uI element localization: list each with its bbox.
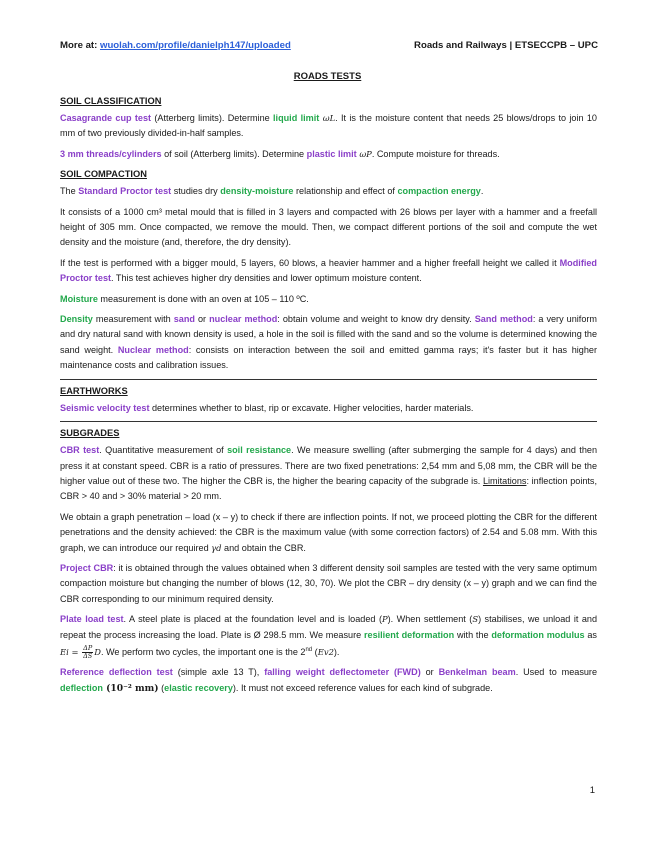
term-plate-load: Plate load test bbox=[60, 614, 124, 625]
term-fwd: falling weight deflectometer (FWD) bbox=[264, 667, 421, 678]
term-sand: sand bbox=[173, 314, 195, 325]
text: of soil (Atterberg limits). Determine bbox=[161, 148, 307, 159]
text: ) stabilises, we unload it and repeat the process increasing the load. Plate is Ø 298.5 mm. We measure bbox=[60, 614, 598, 640]
paragraph-cbr-test bbox=[60, 443, 597, 505]
equation-numerator: ΔP bbox=[83, 644, 93, 653]
paragraph-threads bbox=[60, 147, 597, 162]
symbol-settlement: S bbox=[472, 614, 479, 625]
paragraph-project-cbr bbox=[60, 561, 597, 607]
header-link[interactable]: wuolah.com/profile/danielph147/uploaded bbox=[99, 40, 291, 51]
equation-denominator: ΔS bbox=[83, 652, 93, 661]
paragraph-density bbox=[60, 312, 597, 374]
text: . Used to measure bbox=[515, 667, 598, 678]
term-reference-deflection: Reference deflection test bbox=[60, 667, 173, 678]
header-course: Roads and Railways | ETSECCPB – UPC bbox=[414, 40, 598, 51]
text: : inflection points, CBR > 40 and > 30% material > 20 mm. bbox=[60, 475, 598, 502]
text: : a very uniform and dry natural sand with known density is used, a hole in the soil is filled with the sand and so the volume is determined knowing the sand weight. bbox=[60, 314, 597, 355]
text: . It is the moisture content that needs 25 blows/drops to join 10 mm of two previously divided-in-half samples. bbox=[60, 113, 597, 139]
text: . We perform two cycles, the important one is the 2 bbox=[100, 647, 306, 657]
term-elastic-recovery: elastic recovery bbox=[164, 682, 233, 693]
term-project-cbr: Project CBR bbox=[60, 562, 114, 573]
paragraph-casagrande bbox=[60, 111, 597, 142]
text: The bbox=[60, 186, 79, 197]
text: . We measure swelling (after submerging the sample for 4 days) and then press it at constant speed. CBR is a ratio of pressures. There are two fixed penetrations: 2,54 mm and 5,08 mm, the CBR will be the higher value out of these two. The higher the CBR is, the higher the bearing capacity of the subgrade is. bbox=[60, 445, 598, 486]
header-source bbox=[60, 40, 291, 51]
equation-lhs: Ei = bbox=[60, 647, 82, 657]
text: We obtain a graph penetration – load (x – y) to check if there are inflection points. If not, we proceed plotting the CBR for the different penetrations and the density achieved: the CBR is the maximum value (with some correction factors) of 2.54 and 5.08 mm. With this graph, we can introduce our required bbox=[60, 511, 597, 553]
paragraph-seismic bbox=[60, 401, 597, 416]
text: . bbox=[480, 186, 484, 197]
equation-rhs: D bbox=[94, 647, 101, 657]
term-compaction-energy: compaction energy bbox=[397, 186, 481, 197]
section-heading-soil-classification: SOIL CLASSIFICATION bbox=[60, 96, 162, 106]
text: and obtain the CBR. bbox=[221, 542, 306, 553]
paragraph-plate-load bbox=[60, 612, 597, 660]
term-deformation-modulus: deformation modulus bbox=[491, 629, 585, 640]
term-plastic-limit: plastic limit bbox=[306, 148, 357, 159]
text: (simple axle 13 T), bbox=[172, 667, 265, 678]
text: studies dry bbox=[171, 186, 221, 197]
term-limitations: Limitations bbox=[482, 475, 527, 486]
term-casagrande: Casagrande cup test bbox=[60, 113, 152, 123]
paragraph-deflection bbox=[60, 665, 597, 696]
text: relationship and effect of bbox=[293, 186, 398, 197]
text: ). It must not exceed reference values for each kind of subgrade. bbox=[232, 682, 493, 693]
symbol-ev2: Ev2 bbox=[317, 647, 334, 657]
text: or bbox=[194, 314, 210, 325]
text: ( bbox=[312, 647, 318, 657]
text: ). bbox=[333, 647, 340, 657]
term-liquid-limit: liquid limit bbox=[273, 113, 320, 123]
term-threads: 3 mm threads/cylinders bbox=[60, 148, 162, 159]
text: : consists on interaction between the soil and emitted gamma rays; it's faster but it has higher maintenance costs and calibration issues. bbox=[60, 344, 597, 371]
text: : it is obtained through the values obtained when 3 different density soil samples are tested with the very same optimum compaction moisture but changing the number of blows (12, 30, 70). We plot the CBR – dry density (x – y) graph and we can find the CBR corresponding to our minimum required density. bbox=[60, 562, 597, 604]
symbol-liquid-limit: ωL bbox=[319, 113, 336, 123]
term-nuclear-method: nuclear method bbox=[209, 314, 278, 325]
text: . This test achieves higher dry densities and lower optimum moisture content. bbox=[111, 273, 422, 284]
symbol-plastic-limit: ωP bbox=[356, 148, 372, 159]
text: measurement with bbox=[92, 314, 174, 325]
section-heading-subgrades: SUBGRADES bbox=[60, 428, 120, 439]
text: ). When settlement ( bbox=[387, 614, 473, 625]
term-deflection: deflection bbox=[60, 682, 103, 693]
term-seismic-velocity: Seismic velocity test bbox=[60, 402, 150, 413]
deflection-unit: (10⁻² mm) bbox=[102, 682, 159, 694]
symbol-load: P bbox=[381, 614, 388, 625]
text: measurement is done with an oven at 105 – 110 ºC. bbox=[97, 293, 309, 304]
header-prefix: More at: bbox=[60, 40, 100, 51]
text: . A steel plate is placed at the foundation level and is loaded ( bbox=[123, 614, 382, 625]
term-density-moisture: density-moisture bbox=[220, 186, 294, 197]
section-divider bbox=[60, 421, 597, 422]
page-title: ROADS TESTS bbox=[293, 71, 362, 82]
document-body bbox=[60, 94, 597, 701]
ordinal-suffix: nd bbox=[305, 646, 313, 653]
text: with the bbox=[454, 629, 492, 640]
text: . Quantitative measurement of bbox=[99, 445, 228, 456]
paragraph-cbr-graph bbox=[60, 510, 597, 556]
text: as bbox=[584, 629, 597, 640]
text: ( bbox=[158, 682, 165, 693]
term-modified-proctor: Modified Proctor test bbox=[60, 257, 597, 284]
term-standard-proctor: Standard Proctor test bbox=[78, 186, 172, 197]
term-soil-resistance: soil resistance bbox=[227, 445, 292, 456]
text: (Atterberg limits). Determine bbox=[151, 113, 274, 123]
term-nuclear-method-2: Nuclear method bbox=[117, 344, 189, 355]
term-density: Density bbox=[60, 314, 93, 325]
paragraph-modified-proctor bbox=[60, 256, 597, 287]
term-cbr-test: CBR test bbox=[60, 445, 100, 456]
paragraph-mould: It consists of a 1000 cm³ metal mould that is filled in 3 layers and compacted with 26 blows per layer with a hammer and a freefall height of 305 mm. Once compacted, we remove the mould. Then, we compact different portions of the soil and compute the wet density and the moisture (and, therefore, the dry density). bbox=[60, 206, 597, 248]
symbol-dry-density: γd bbox=[211, 542, 222, 553]
paragraph-standard-proctor bbox=[60, 184, 597, 199]
paragraph-moisture bbox=[60, 292, 597, 307]
term-sand-method: Sand method bbox=[474, 314, 533, 325]
page-number: 1 bbox=[589, 785, 595, 796]
text: determines whether to blast, rip or excavate. Higher velocities, harder materials. bbox=[149, 402, 474, 413]
text: . Compute moisture for threads. bbox=[371, 148, 500, 159]
section-heading-earthworks: EARTHWORKS bbox=[60, 385, 128, 396]
text: or bbox=[420, 667, 439, 678]
equation-fraction bbox=[82, 645, 93, 660]
text: If the test is performed with a bigger mould, 5 layers, 60 blows, a heavier hammer and a higher freefall height we called it bbox=[60, 257, 560, 268]
term-moisture: Moisture bbox=[60, 293, 98, 304]
section-heading-soil-compaction: SOIL COMPACTION bbox=[60, 169, 147, 180]
section-divider bbox=[60, 379, 597, 380]
text: : obtain volume and weight to know dry density. bbox=[277, 314, 475, 325]
page-header bbox=[60, 40, 598, 54]
term-resilient-deformation: resilient deformation bbox=[363, 629, 455, 640]
term-benkelman: Benkelman beam bbox=[438, 667, 516, 678]
